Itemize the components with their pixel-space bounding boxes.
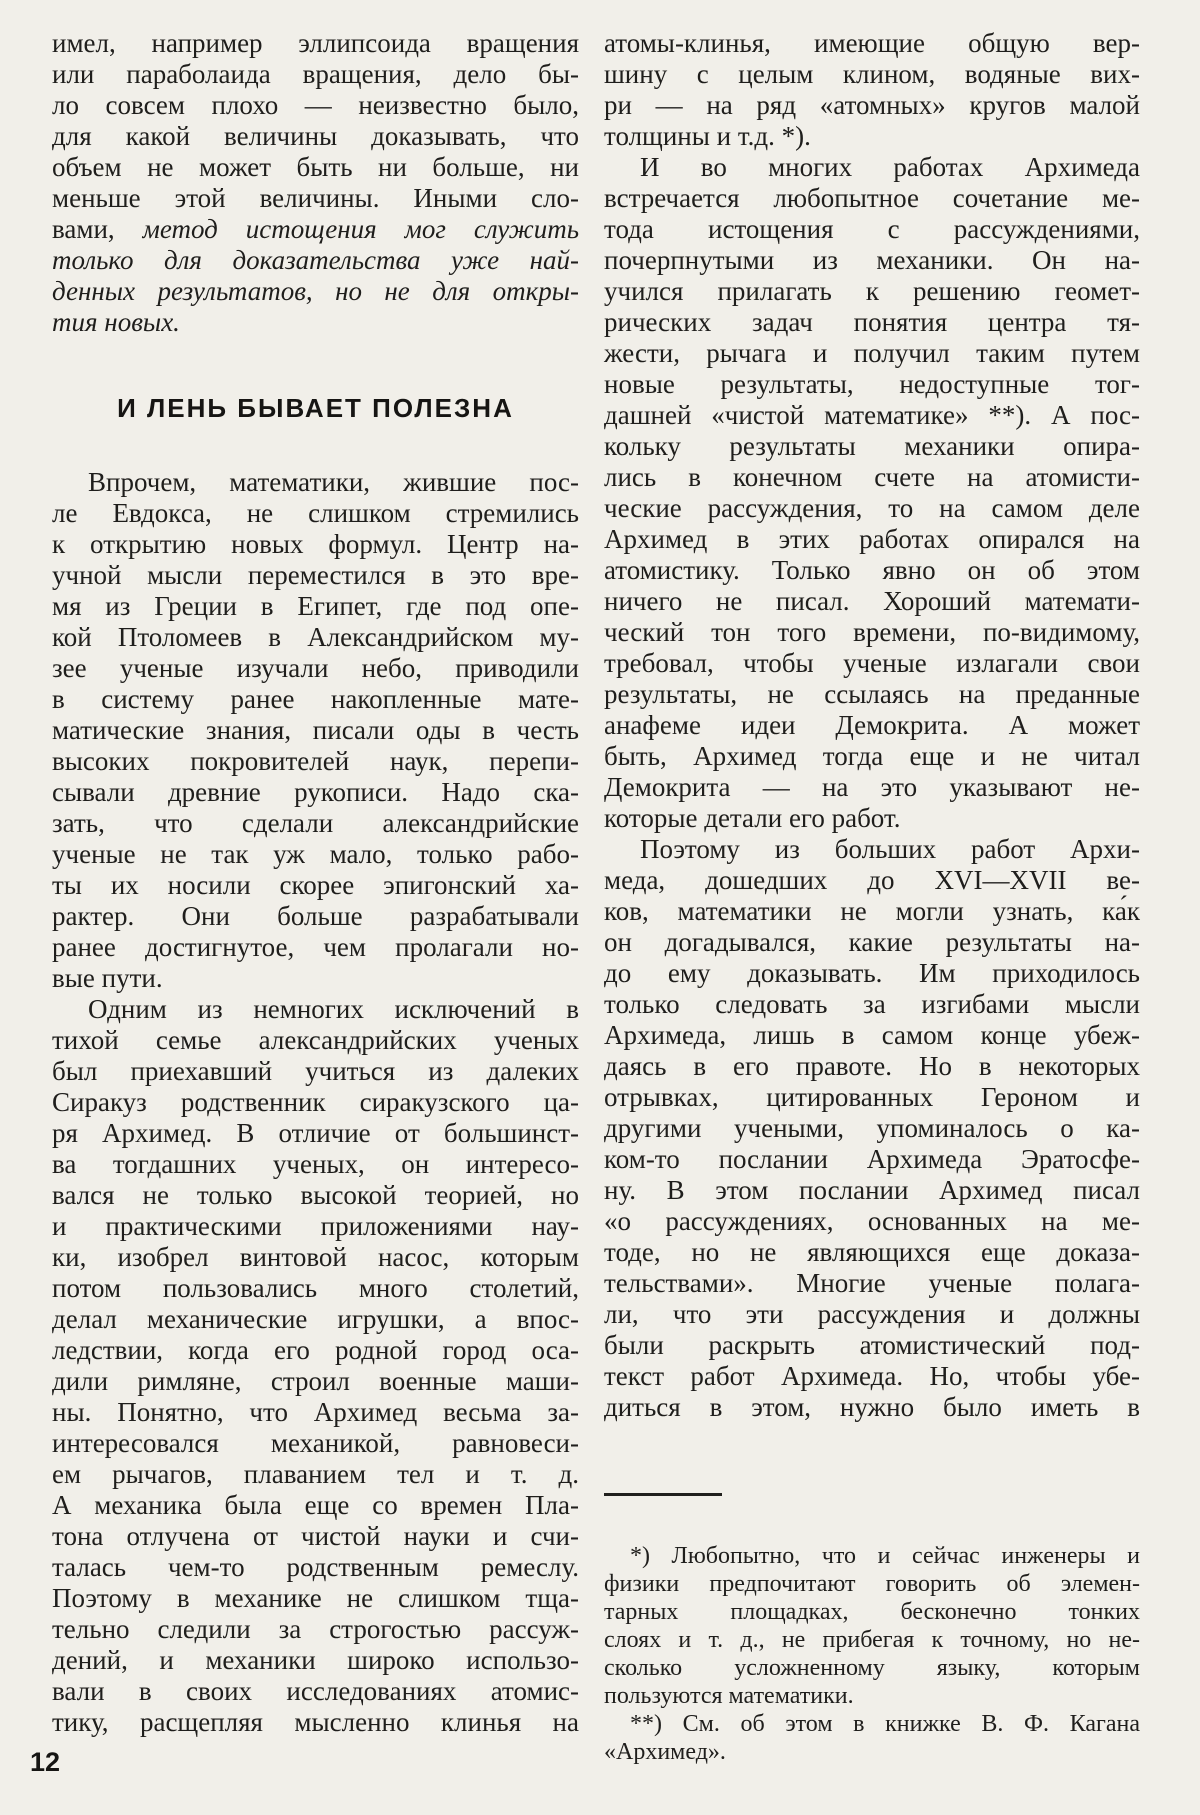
text-line: ря Архимед. В отличие от большинст- — [52, 1118, 579, 1148]
text-line: высоких покровителей наук, перепи- — [52, 746, 579, 776]
text-line: ранее достигнутое, чем пролагали но- — [52, 932, 579, 962]
text-line: он догадывался, какие результаты на- — [604, 927, 1140, 957]
page-number: 12 — [30, 1747, 61, 1777]
text-line: ло совсем плохо — неизвестно было, — [52, 90, 579, 120]
text-line: до ему доказывать. Им приходилось — [604, 958, 1140, 988]
text-line: учной мысли переместился в это вре- — [52, 560, 579, 590]
text-line: интересовался механикой, равновеси- — [52, 1428, 579, 1458]
paragraph — [604, 834, 1140, 1423]
text-line: матические знания, писали оды в честь — [52, 715, 579, 745]
text-line — [52, 276, 579, 307]
text-line: только следовать за изгибами мысли — [604, 989, 1140, 1019]
italic-text: тия новых. — [52, 307, 180, 337]
text-line: тику, расщепляя мысленно клинья на — [52, 1707, 579, 1737]
paragraph — [604, 28, 1140, 152]
text-line: вали в своих исследованиях атомис- — [52, 1676, 579, 1706]
text-line: учился прилагать к решению геомет- — [604, 276, 1140, 306]
text-line: ледствии, когда его родной город оса- — [52, 1335, 579, 1365]
text-line: ком-то послании Архимеда Эратосфе- — [604, 1144, 1140, 1174]
text-line: физики предпочитают говорить об элемен- — [604, 1571, 1140, 1597]
right-column — [604, 28, 1140, 1766]
text-line: ли, что эти рассуждения и должны — [604, 1299, 1140, 1329]
text-line: и практическими приложениями нау- — [52, 1211, 579, 1241]
paragraph — [52, 467, 579, 994]
text-line: сколько усложненному языку, которым — [604, 1655, 1140, 1681]
text-line: тода истощения с рассуждениями, — [604, 214, 1140, 244]
text-line: были раскрыть атомистический под- — [604, 1330, 1140, 1360]
text-line: дили римляне, строил военные маши- — [52, 1366, 579, 1396]
footnote — [604, 1710, 1140, 1766]
text-line: вые пути. — [52, 963, 163, 993]
text-line: или параболаида вращения, дело бы- — [52, 59, 579, 89]
text-line: *) Любопытно, что и сейчас инженеры и — [630, 1543, 1140, 1569]
text-line: дений, и механики широко использо- — [52, 1645, 579, 1675]
text-line: для какой величины доказывать, что — [52, 121, 579, 151]
text-line: рактер. Они больше разрабатывали — [52, 901, 579, 931]
text-line: тона отлучена от чистой науки и счи- — [52, 1521, 579, 1551]
text-line: объем не может быть ни больше, ни — [52, 152, 579, 182]
left-column — [52, 28, 579, 1738]
text-line: толщины и т.д. *). — [604, 121, 811, 151]
paragraph — [604, 152, 1140, 834]
text-line: текст работ Архимеда. Но, чтобы убе- — [604, 1361, 1140, 1391]
text-line: имел, например эллипсоида вращения — [52, 28, 579, 58]
text-line: лись в конечном счете на атомисти- — [604, 462, 1140, 492]
text-line: к открытию новых формул. Центр на- — [52, 529, 579, 559]
text-line: слоях и т. д., не прибегая к точному, но не- — [604, 1627, 1140, 1653]
text-line: кой Птоломеев в Александрийском му- — [52, 622, 579, 652]
text-line: пользуются математики. — [604, 1683, 854, 1709]
text-line: ну. В этом послании Архимед писал — [604, 1175, 1140, 1205]
text-line: ле Евдокса, не слишком стремились — [52, 498, 579, 528]
text-line: которые детали его работ. — [604, 803, 901, 833]
footnote — [604, 1542, 1140, 1710]
text-line: ри — на ряд «атомных» кругов малой — [604, 90, 1140, 120]
text-line: тихой семье александрийских ученых — [52, 1025, 579, 1055]
italic-text: метод истощения мог служить — [142, 214, 579, 244]
text-line: И во многих работах Архимеда — [640, 152, 1140, 182]
text-line: меньше этой величины. Иными сло- — [52, 183, 579, 213]
text-line: талась чем-то родственным ремеслу. — [52, 1552, 579, 1582]
text-line: встречается любопытное сочетание ме- — [604, 183, 1140, 213]
text-line: зать, что сделали александрийские — [52, 808, 579, 838]
text-line: рических задач понятия центра тя- — [604, 307, 1140, 337]
text-line: ки, изобрел винтовой насос, которым — [52, 1242, 579, 1272]
text-line: ков, математики не могли узнать, ка́к — [604, 896, 1140, 926]
text-line: результаты, не ссылаясь на преданные — [604, 679, 1140, 709]
text-line: ны. Понятно, что Архимед весьма за- — [52, 1397, 579, 1427]
text-line: другими учеными, упоминалось о ка- — [604, 1113, 1140, 1143]
text-line: потом пользовались много столетий, — [52, 1273, 579, 1303]
text-line: Одним из немногих исключений в — [88, 994, 579, 1024]
text-line: диться в этом, нужно было иметь в — [604, 1392, 1140, 1422]
text-line — [52, 245, 579, 276]
text-line — [52, 214, 579, 245]
text-line: даясь в его правоте. Но в некоторых — [604, 1051, 1140, 1081]
text-line: Архимеда, лишь в самом конце убеж- — [604, 1020, 1140, 1050]
text-line: тельно следили за строгостью рассуж- — [52, 1614, 579, 1644]
text-line: меда, дошедших до XVI—XVII ве- — [604, 865, 1140, 895]
text-line: ученые не так уж мало, только рабо- — [52, 839, 579, 869]
text-line: тельствами». Многие ученые полага- — [604, 1268, 1140, 1298]
text-line: Демокрита — на это указывают не- — [604, 772, 1140, 802]
text-line: делал механические игрушки, а впос- — [52, 1304, 579, 1334]
text-line: Поэтому в механике не слишком тща- — [52, 1583, 579, 1613]
text-line: дашней «чистой математике» **). А пос- — [604, 400, 1140, 430]
section-heading: И ЛЕНЬ БЫВАЕТ ПОЛЕЗНА — [117, 393, 514, 423]
text-line: ва тогдашних ученых, он интересо- — [52, 1149, 579, 1179]
paragraph — [52, 994, 579, 1738]
text-line: тарных площадках, бесконечно тонких — [604, 1599, 1140, 1625]
text-line: **) См. об этом в книжке В. Ф. Кагана — [630, 1711, 1140, 1737]
text-line: быть, Архимед тогда еще и не читал — [604, 741, 1140, 771]
text-line: «Архимед». — [604, 1739, 726, 1765]
text-line: требовал, чтобы ученые излагали свои — [604, 648, 1140, 678]
text-line: отрывках, цитированных Героном и — [604, 1082, 1140, 1112]
text-line: А механика была еще со времен Пла- — [52, 1490, 579, 1520]
text-line: шину с целым клином, водяные вих- — [604, 59, 1140, 89]
text-line: ты их носили скорее эпигонский ха- — [52, 870, 579, 900]
paragraph — [52, 28, 579, 338]
text-line: тоде, но не являющихся еще доказа- — [604, 1237, 1140, 1267]
text-line: Сиракуз родственник сиракузского ца- — [52, 1087, 579, 1117]
plain-text: вами, — [52, 214, 143, 244]
italic-text: только для доказательства уже най- — [52, 245, 579, 275]
text-line: зее ученые изучали небо, приводили — [52, 653, 579, 683]
text-line: ческий тон того времени, по-видимому, — [604, 617, 1140, 647]
text-line: анафеме идеи Демокрита. А может — [604, 710, 1140, 740]
text-line: атомистику. Только явно он об этом — [604, 555, 1140, 585]
text-line: кольку результаты механики опира- — [604, 431, 1140, 461]
text-line: ем рычагов, плаванием тел и т. д. — [52, 1459, 579, 1489]
text-line: ничего не писал. Хороший математи- — [604, 586, 1140, 616]
text-line: жести, рычага и получил таким путем — [604, 338, 1140, 368]
text-line: был приехавший учиться из далеких — [52, 1056, 579, 1086]
text-line: ческие рассуждения, то на самом деле — [604, 493, 1140, 523]
text-line: Впрочем, математики, жившие пос- — [88, 467, 579, 497]
text-line: мя из Греции в Египет, где под опе- — [52, 591, 579, 621]
text-line: в систему ранее накопленные мате- — [52, 684, 579, 714]
text-line: сывали древние рукописи. Надо ска- — [52, 777, 579, 807]
text-line: Архимед в этих работах опирался на — [604, 524, 1140, 554]
text-line — [52, 307, 579, 338]
footnote-divider — [604, 1493, 722, 1496]
text-line: почерпнутыми из механики. Он на- — [604, 245, 1140, 275]
text-line: вался не только высокой теорией, но — [52, 1180, 579, 1210]
text-line: Поэтому из больших работ Архи- — [640, 834, 1140, 864]
text-line: атомы-клинья, имеющие общую вер- — [604, 28, 1140, 58]
text-line: «о рассуждениях, основанных на ме- — [604, 1206, 1140, 1236]
text-line: новые результаты, недоступные тог- — [604, 369, 1140, 399]
italic-text: денных результатов, но не для откры- — [52, 276, 579, 306]
